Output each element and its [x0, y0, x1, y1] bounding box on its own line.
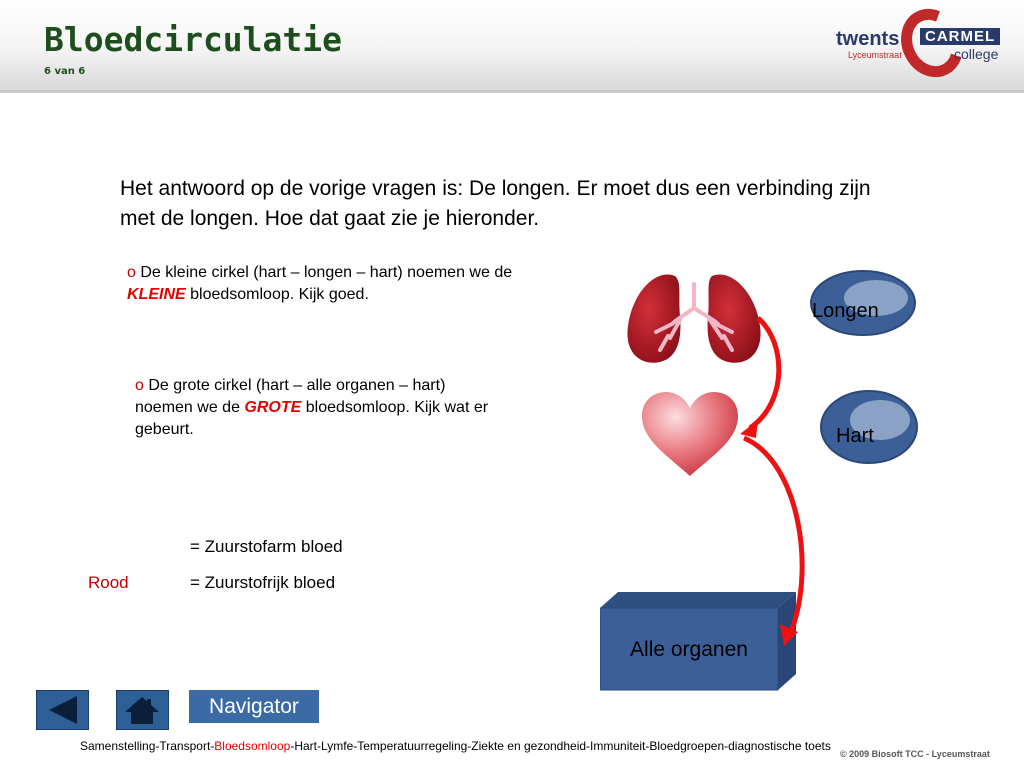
intro-text: Het antwoord op de vorige vragen is: De longen. Er moet dus een verbinding zijn met de longen. Hoe dat gaat zie je hieronder. [120, 177, 871, 230]
arrow-left-icon [37, 691, 88, 729]
copyright: © 2009 Biosoft TCC - Lyceumstraat [840, 749, 990, 759]
logo-twents: twents [836, 28, 900, 50]
bullet-highlight: KLEINE [127, 286, 186, 303]
bullet-text: De grote cirkel (hart – alle organen – hart) noemen we de [135, 377, 446, 416]
logo-lyceumstraat: Lyceumstraat [848, 50, 902, 60]
bullet-marker: o [127, 264, 136, 281]
heart-icon [638, 390, 742, 480]
legend-oxygen-rich: = Zuurstofrijk bloed [190, 573, 336, 592]
footer-link-active[interactable]: Bloedsomloop [214, 739, 291, 753]
page-title: Bloedcirculatie [44, 20, 343, 59]
header-bar [0, 0, 1024, 93]
blood-flow-arrows [730, 312, 820, 652]
hart-label: Hart [836, 425, 874, 447]
footer-link-suffix[interactable]: -Hart-Lymfe-Temperatuurregeling-Ziekte en gezondheid-Immuniteit-Bloedgroepen-diagnostische toets [290, 739, 831, 753]
bullet-text: De kleine cirkel (hart – longen – hart) noemen we de [135, 264, 513, 281]
bullet-highlight: GROTE [244, 399, 302, 416]
back-button[interactable] [36, 690, 89, 730]
navigator-button[interactable]: Navigator [189, 690, 319, 723]
footer-link-prefix[interactable]: Samenstelling-Transport- [80, 739, 215, 753]
logo-college: college [954, 46, 999, 62]
school-logo [836, 6, 1011, 82]
bullet-marker: o [135, 377, 144, 394]
logo-carmel: CARMEL [920, 28, 1000, 45]
organen-label: Alle organen [630, 638, 748, 661]
longen-label: Longen [812, 300, 879, 322]
bullet-text: bloedsomloop. Kijk wat er gebeurt. [135, 399, 489, 438]
home-button[interactable] [116, 690, 169, 730]
page-counter: 6 van 6 [44, 66, 86, 77]
legend-rood: Rood [88, 573, 129, 592]
bullet-grote [135, 375, 495, 441]
legend-oxygen-poor: = Zuurstofarm bloed [190, 537, 343, 556]
bullet-text: bloedsomloop. Kijk goed. [185, 286, 369, 303]
home-icon [117, 691, 168, 729]
bullet-kleine [127, 262, 557, 306]
